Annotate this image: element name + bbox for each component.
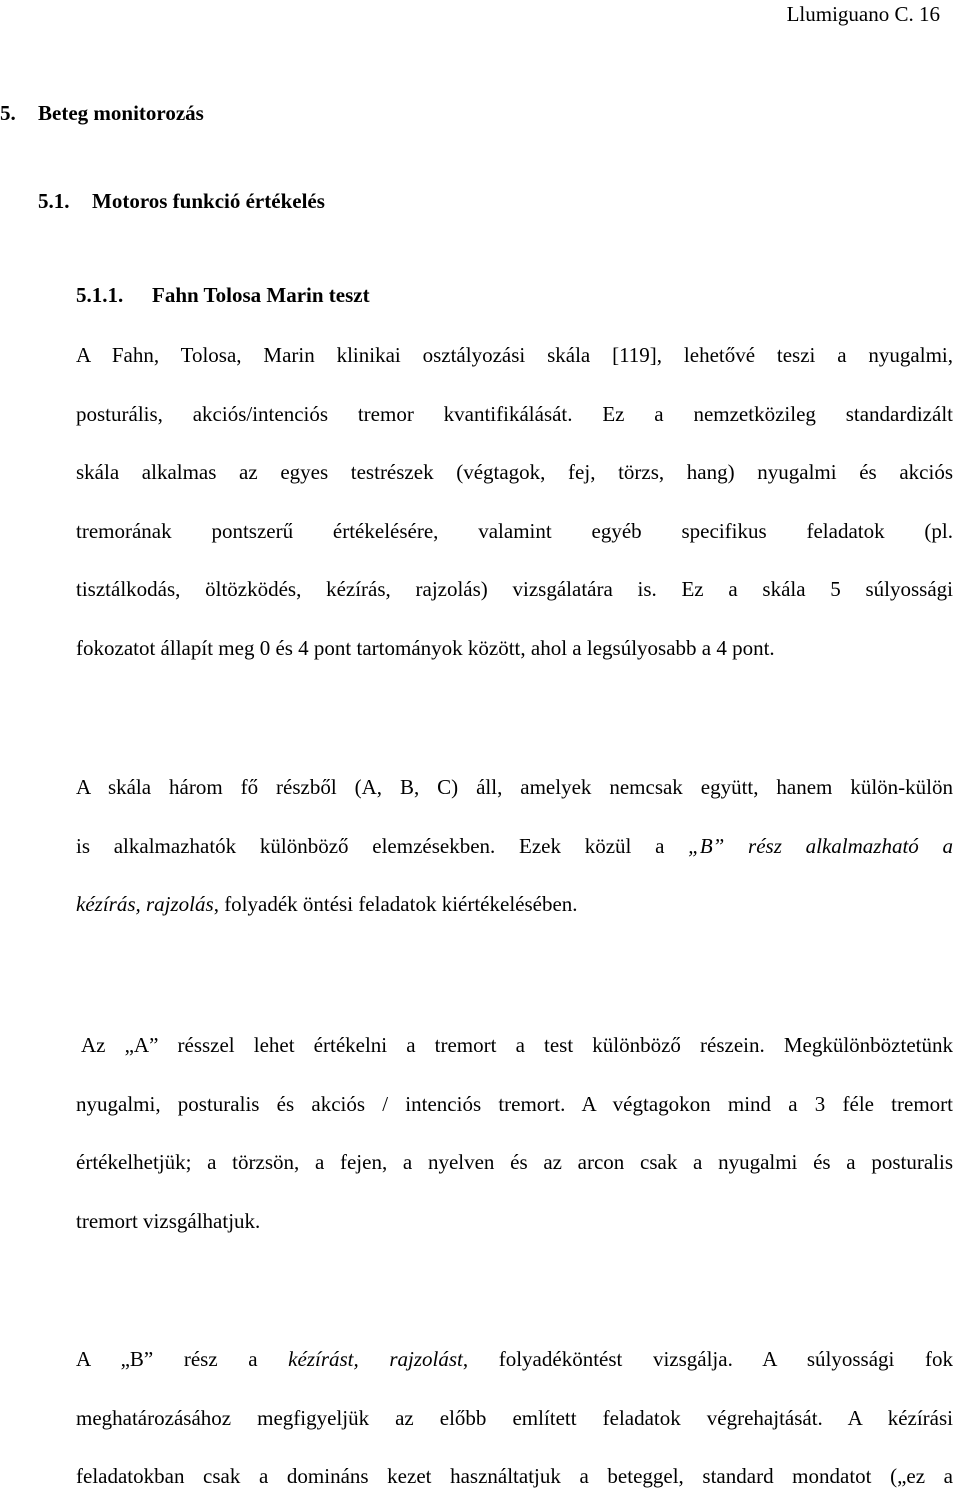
text-line: értékelhetjük; a törzsön, a fejen, a nyelven és az arcon csak a nyugalmi és a posturalis [76,1150,953,1174]
text-run: is alkalmazhatók különböző elemzésekben. Ezek közül a [76,833,689,858]
subsection-heading-5-1 [38,189,325,213]
section-number: 5. [0,101,16,125]
subsubsection-heading-5-1-1 [76,283,370,307]
subsection-number: 5.1. [38,189,70,213]
section-heading-5 [0,101,204,125]
paragraph-scale-parts [76,758,953,934]
italic-text-run: „B” rész alkalmazható a [688,833,953,858]
text-line: tisztálkodás, öltözködés, kézírás, rajzolás) vizsgálatára is. Ez a skála 5 súlyossági [76,577,953,601]
italic-text-run: kézírás, rajzolás [76,892,214,916]
text-line: meghatározásához megfigyeljük az előbb említett feladatok végrehajtását. A kézírási [76,1405,953,1430]
text-line: posturális, akciós/intenciós tremor kvantifikálását. Ez a nemzetközileg standardizált [76,401,953,426]
running-head: Llumiguano C. 16 [786,2,940,26]
subsubsection-title: Fahn Tolosa Marin teszt [152,283,370,307]
text-line [76,817,953,876]
paragraph-part-a [76,1016,953,1250]
text-line: nyugalmi, posturalis és akciós / intenciós tremort. A végtagokon mind a 3 féle tremort [76,1091,953,1116]
text-line: A skála három fő részből (A, B, C) áll, amelyek nemcsak együtt, hanem külön-külön [76,775,953,799]
text-line [76,1330,953,1389]
text-line: feladatokban csak a domináns kezet használtatjuk a beteggel, standard mondatot („ez a [76,1464,953,1488]
text-line: A Fahn, Tolosa, Marin klinikai osztályozási skála [119], lehetővé teszi a nyugalmi, [76,343,953,367]
text-run: , folyadéköntést vizsgálja. A súlyossági fok [462,1347,953,1371]
text-line: skála alkalmas az egyes testrészek (végtagok, fej, törzs, hang) nyugalmi és akciós [76,460,953,484]
paragraph-part-b [76,1330,953,1506]
subsection-title: Motoros funkció értékelés [92,189,325,213]
text-line: fokozatot állapít meg 0 és 4 pont tartományok között, ahol a legsúlyosabb a 4 pont. [76,635,775,660]
text-line: tremort vizsgálhatjuk. [76,1208,261,1233]
text-line: Az „A” résszel lehet értékelni a tremort a test különböző részein. Megkülönböztetünk [81,1033,953,1057]
text-run: A „B” rész a [76,1347,289,1371]
subsubsection-number: 5.1.1. [76,283,124,307]
text-line [76,875,953,934]
text-run: , folyadék öntési feladatok kiértékelésében. [213,892,578,916]
paragraph-fahn-tolosa-intro [76,326,953,677]
italic-text-run: kézírást, rajzolást [288,1347,463,1371]
text-line: tremorának pontszerű értékelésére, valamint egyéb specifikus feladatok (pl. [76,518,953,543]
section-title: Beteg monitorozás [38,101,204,125]
